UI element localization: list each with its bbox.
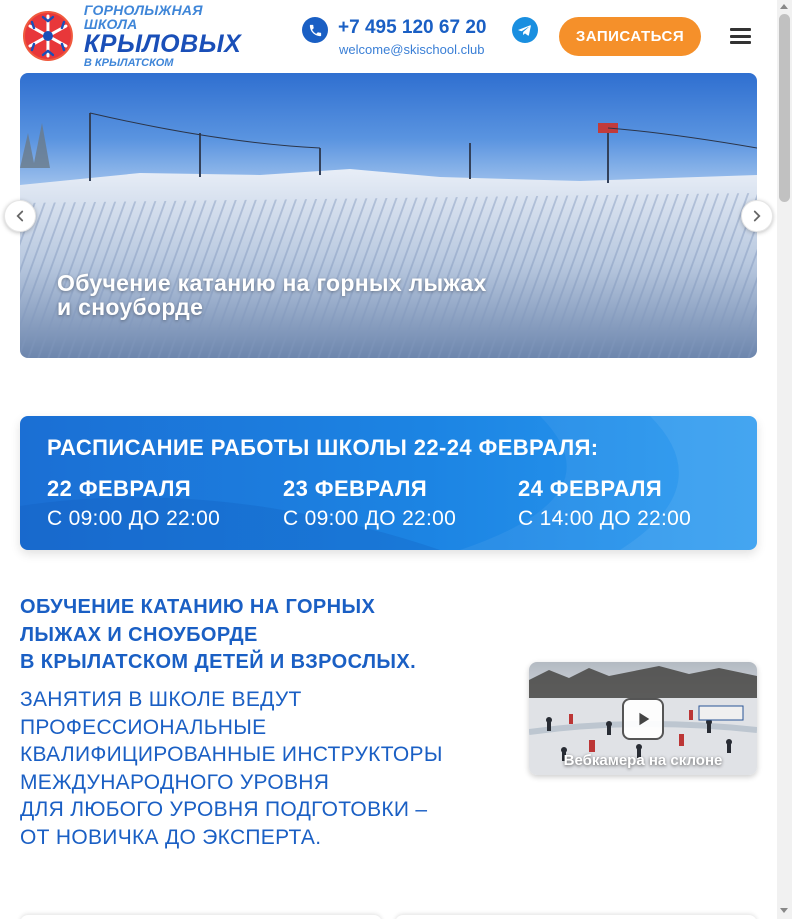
schedule-day-date: 23 ФЕВРАЛЯ — [283, 476, 428, 501]
main-heading-line: ОБУЧЕНИЕ КАТАНИЮ НА ГОРНЫХ — [20, 596, 376, 618]
schedule-title: РАСПИСАНИЕ РАБОТЫ ШКОЛЫ 22-24 ФЕВРАЛЯ: — [47, 435, 599, 460]
play-icon — [634, 710, 652, 728]
site-header — [0, 0, 777, 72]
schedule-day-time: С 14:00 ДО 22:00 — [518, 507, 692, 530]
webcam-card[interactable] — [529, 662, 757, 775]
main-text-line: ЗАНЯТИЯ В ШКОЛЕ ВЕДУТ — [20, 688, 302, 711]
logo-line-2: КРЫЛОВЫХ — [83, 30, 242, 58]
main-heading-line: ЛЫЖАХ И СНОУБОРДЕ — [20, 623, 258, 646]
hero-title — [57, 271, 577, 319]
schedule-day-time: С 09:00 ДО 22:00 — [47, 507, 221, 530]
schedule-day — [47, 476, 220, 531]
logo-text — [84, 3, 260, 69]
menu-icon[interactable] — [730, 28, 751, 44]
main-heading — [20, 594, 500, 677]
slider-next-button[interactable] — [741, 200, 773, 232]
email-link[interactable]: welcome@skischool.club — [339, 42, 485, 57]
hero-title-line: и сноуборде — [57, 294, 204, 320]
phone-link[interactable]: +7 495 120 67 20 — [338, 17, 487, 38]
schedule-day — [518, 476, 691, 531]
logo-line-1: ГОРНОЛЫЖНАЯ ШКОЛА — [83, 2, 203, 32]
webcam-label: Вебкамера на склоне — [563, 752, 723, 769]
main-text-line: КВАЛИФИЦИРОВАННЫЕ ИНСТРУКТОРЫ — [20, 743, 443, 766]
scroll-thumb[interactable] — [779, 14, 790, 202]
main-text-line: МЕЖДУНАРОДНОГО УРОВНЯ — [20, 770, 330, 794]
chevron-right-icon — [753, 210, 761, 222]
hero-title-line: Обучение катанию на горных лыжах — [57, 270, 487, 296]
content-card[interactable] — [20, 915, 382, 919]
telegram-plane-icon — [517, 22, 533, 38]
main-heading-line: В КРЫЛАТСКОМ ДЕТЕЙ И ВЗРОСЛЫХ. — [20, 651, 417, 673]
play-button[interactable] — [622, 698, 664, 740]
telegram-icon[interactable] — [512, 17, 538, 43]
chevron-left-icon — [16, 210, 24, 222]
schedule-day-time: С 09:00 ДО 22:00 — [283, 507, 457, 530]
schedule-day-date: 22 ФЕВРАЛЯ — [47, 476, 192, 501]
menu-bar — [730, 35, 751, 38]
menu-bar — [730, 28, 751, 31]
schedule-banner — [20, 416, 757, 550]
scroll-down-arrow-icon[interactable] — [780, 908, 788, 913]
logo-line-3: В КРЫЛАТСКОМ — [83, 57, 174, 69]
schedule-day — [283, 476, 456, 531]
scroll-up-arrow-icon[interactable] — [780, 4, 788, 9]
main-text-line: ОТ НОВИЧКА ДО ЭКСПЕРТА. — [20, 825, 322, 849]
snowflake-logo-icon — [20, 11, 76, 61]
page-scrollbar[interactable] — [777, 0, 792, 919]
main-description — [20, 686, 510, 851]
main-text-line: ПРОФЕССИОНАЛЬНЫЕ — [20, 715, 267, 739]
menu-bar — [730, 41, 751, 44]
content-card[interactable] — [395, 915, 757, 919]
hero-slider[interactable] — [20, 73, 757, 358]
signup-button[interactable]: ЗАПИСАТЬСЯ — [559, 17, 701, 56]
phone-icon[interactable] — [302, 17, 328, 43]
phone-handset-icon — [308, 23, 323, 38]
slider-prev-button[interactable] — [4, 200, 36, 232]
main-text-line: ДЛЯ ЛЮБОГО УРОВНЯ ПОДГОТОВКИ – — [20, 798, 428, 821]
site-logo[interactable] — [20, 2, 260, 69]
schedule-day-date: 24 ФЕВРАЛЯ — [518, 476, 663, 501]
